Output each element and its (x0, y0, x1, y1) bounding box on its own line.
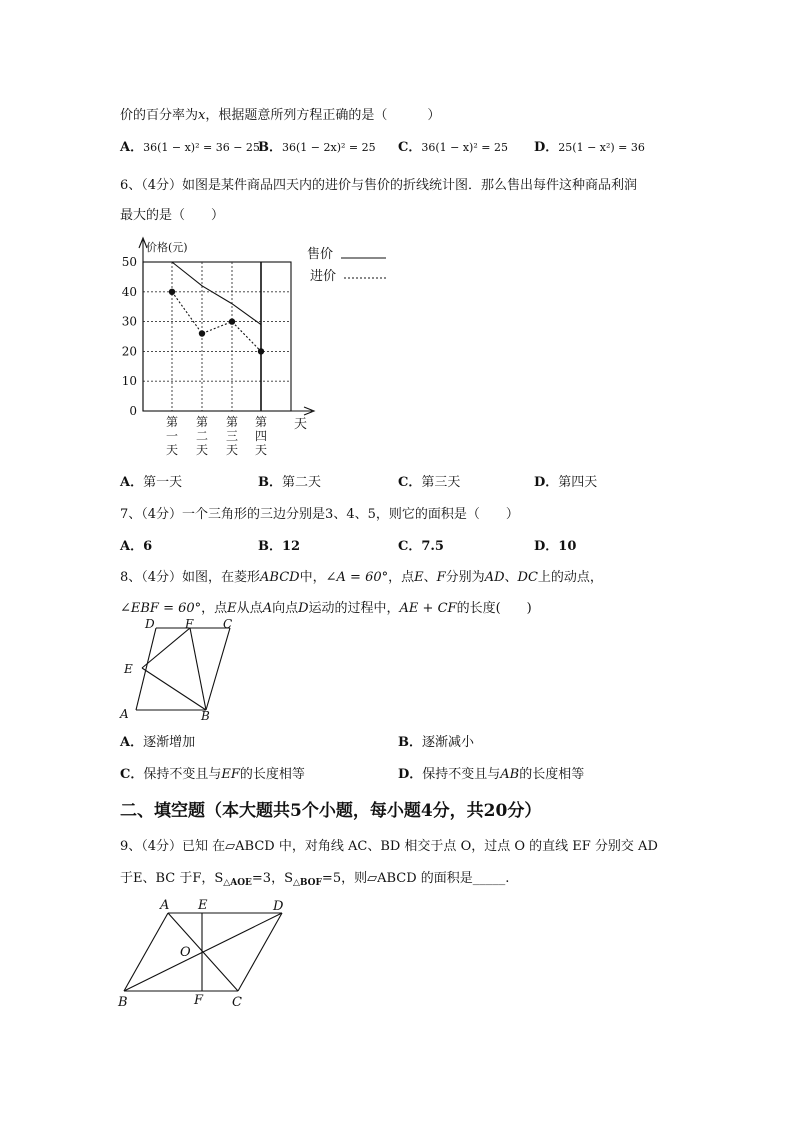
x-tick-label (255, 415, 267, 457)
q8-option-d[interactable] (398, 763, 584, 782)
x-tick-char: 第 (195, 415, 209, 429)
option-text: 保持不变且与 (143, 767, 222, 782)
label-e: E (198, 898, 208, 913)
data-point (169, 289, 175, 295)
q5-text: ） (427, 108, 441, 123)
q9-line1: 9、（4分）已知 在▱ABCD 中，对角线 AC、BD 相交于点 O，过点 O 的直线 EF 分别交 AD (120, 839, 658, 854)
q5-text: 价的百分率为 (120, 108, 199, 123)
y-axis-label: 价格(元) (146, 241, 188, 254)
section-heading: 二、填空题（本大题共5个小题，每小题4分，共20分） (120, 801, 542, 821)
q8-var: ∠EBF = 60° (120, 601, 202, 616)
q6-option-c[interactable] (398, 471, 460, 490)
label-a: A (160, 898, 170, 913)
answer-blank[interactable]: _____ (472, 871, 506, 886)
x-tick-char: 一 (165, 429, 179, 443)
label-a: A (120, 707, 129, 721)
q7-option-c[interactable] (398, 535, 444, 554)
label-f: F (194, 993, 204, 1008)
x-tick-char: 三 (225, 429, 239, 443)
option-text: 第三天 (421, 475, 461, 490)
q9-subscript: △AOE (223, 878, 252, 888)
x-tick-char: 四 (254, 429, 268, 443)
label-c: C (223, 617, 233, 631)
option-text: 第一天 (143, 475, 183, 490)
x-tick-char: 天 (195, 443, 209, 457)
option-label: A． (120, 475, 144, 490)
label-b: B (201, 709, 210, 723)
label-b: B (118, 995, 128, 1010)
option-var: EF (221, 767, 240, 782)
q8-text: 运动的过程中， (308, 601, 400, 616)
x-axis-label: 天 (294, 417, 308, 432)
q8-var: F (436, 570, 446, 585)
q9-parallelogram-figure (110, 893, 300, 1015)
q8-option-c[interactable] (120, 763, 305, 782)
option-text: 6 (143, 539, 153, 554)
q9-text: =5，则▱ABCD 的面积是 (321, 871, 473, 886)
q8-text: 上的动点， (537, 570, 603, 585)
x-tick-char: 天 (165, 443, 179, 457)
option-label: A． (120, 735, 144, 750)
option-var: AB (500, 767, 520, 782)
q6-line-chart (0, 0, 794, 470)
q8-var: E (227, 601, 237, 616)
data-point (258, 348, 264, 354)
q8-var: DC (517, 570, 538, 585)
option-text: 第四天 (558, 475, 598, 490)
y-tick-label: 0 (129, 404, 137, 418)
option-label: B． (258, 140, 282, 155)
q8-text: ，点 (201, 601, 228, 616)
option-text: 7.5 (421, 539, 444, 554)
q8-text: ，点 (388, 570, 415, 585)
option-text: 逐渐减小 (422, 735, 475, 750)
option-text: 第二天 (282, 475, 322, 490)
option-text: 12 (282, 539, 301, 554)
label-d: D (145, 617, 155, 631)
x-tick-char: 天 (225, 443, 239, 457)
x-tick-label (166, 415, 178, 457)
q8-var: AD (484, 570, 505, 585)
option-label: B． (398, 735, 422, 750)
q8-line2 (120, 597, 532, 616)
y-tick-label: 10 (121, 374, 137, 389)
y-tick-label: 20 (121, 344, 137, 359)
option-label: B． (258, 539, 282, 554)
x-tick-label (196, 415, 208, 457)
q9-text: 于E、BC 于F，S (120, 871, 224, 886)
q7-option-d[interactable] (534, 535, 576, 554)
option-formula: 36(1 − x)² = 25 (421, 141, 508, 154)
q7-option-a[interactable] (120, 535, 152, 554)
option-text: 的长度相等 (239, 767, 305, 782)
option-label: C． (398, 140, 422, 155)
option-label: C． (398, 475, 422, 490)
q8-text: 中， (299, 570, 326, 585)
q8-text: 、 (504, 570, 518, 585)
q8-text: 向点 (272, 601, 299, 616)
x-tick-char: 第 (165, 415, 179, 429)
q8-var: A (262, 601, 273, 616)
label-c: C (232, 995, 242, 1010)
label-o: O (180, 945, 191, 960)
q8-text: 分别为 (445, 570, 485, 585)
x-tick-char: 第 (225, 415, 239, 429)
q8-var: ABCD (260, 570, 300, 585)
q8-option-b[interactable] (398, 731, 474, 750)
q6-line2: 最大的是（ ） (120, 208, 225, 223)
q8-line1 (120, 566, 603, 585)
series-line-sell (172, 262, 261, 325)
label-f: F (185, 617, 194, 631)
option-formula: 25(1 − x²) = 36 (558, 141, 645, 154)
option-formula: 36(1 − x)² = 36 − 25 (143, 141, 260, 154)
x-tick-char: 第 (254, 415, 268, 429)
label-e: E (124, 662, 133, 676)
q6-line1: 6、（4分）如图是某件商品四天内的进价与售价的折线统计图．那么售出每件这种商品利润 (120, 178, 638, 193)
q6-option-b[interactable] (258, 471, 321, 490)
q7-option-b[interactable] (258, 535, 300, 554)
q9-text: =3，S (251, 871, 293, 886)
legend-label-sell: 售价 (307, 247, 334, 262)
option-label: C． (120, 767, 144, 782)
q9-line2 (120, 867, 509, 888)
data-point (229, 318, 235, 324)
option-label: C． (398, 539, 422, 554)
q9-text: . (505, 871, 510, 886)
q8-var: ∠A = 60° (325, 570, 389, 585)
y-tick-label: 40 (121, 284, 137, 299)
q8-rhombus-figure (110, 616, 250, 724)
legend-label-cost: 进价 (310, 269, 337, 284)
q8-text: 8、（4分）如图，在菱形 (120, 570, 261, 585)
option-text: 保持不变且与 (422, 767, 501, 782)
option-label: D． (534, 475, 559, 490)
option-text: 10 (558, 539, 577, 554)
option-label: A． (120, 140, 144, 155)
y-tick-label: 50 (121, 255, 137, 269)
x-tick-char: 天 (254, 443, 268, 457)
q5-var: x (198, 108, 206, 123)
q9-subscript: △BOF (292, 878, 322, 888)
option-text: 逐渐增加 (143, 735, 196, 750)
label-d: D (273, 899, 284, 914)
q8-option-a[interactable] (120, 731, 195, 750)
option-text: 的长度相等 (519, 767, 585, 782)
q8-var: E (414, 570, 424, 585)
q8-text: 的长度( ) (456, 601, 532, 616)
q8-var: D (298, 601, 309, 616)
option-label: D． (398, 767, 423, 782)
chart-frame (143, 262, 291, 411)
q6-option-a[interactable] (120, 471, 182, 490)
option-label: D． (534, 539, 559, 554)
option-formula: 36(1 − 2x)² = 25 (282, 141, 376, 154)
data-point (199, 330, 205, 336)
q5-text: ，根据题意所列方程正确的是（ (205, 108, 388, 123)
q8-var: AE + CF (399, 601, 457, 616)
q8-text: 、 (423, 570, 437, 585)
y-tick-label: 30 (121, 314, 137, 329)
q6-option-d[interactable] (534, 471, 597, 490)
option-label: D． (534, 140, 559, 155)
x-tick-char: 二 (195, 429, 209, 443)
q8-text: 从点 (236, 601, 263, 616)
option-label: A． (120, 539, 144, 554)
x-tick-label (226, 415, 238, 457)
q7-stem: 7、（4分）一个三角形的三边分别是3、4、5，则它的面积是（ ） (120, 507, 519, 522)
option-label: B． (258, 475, 282, 490)
